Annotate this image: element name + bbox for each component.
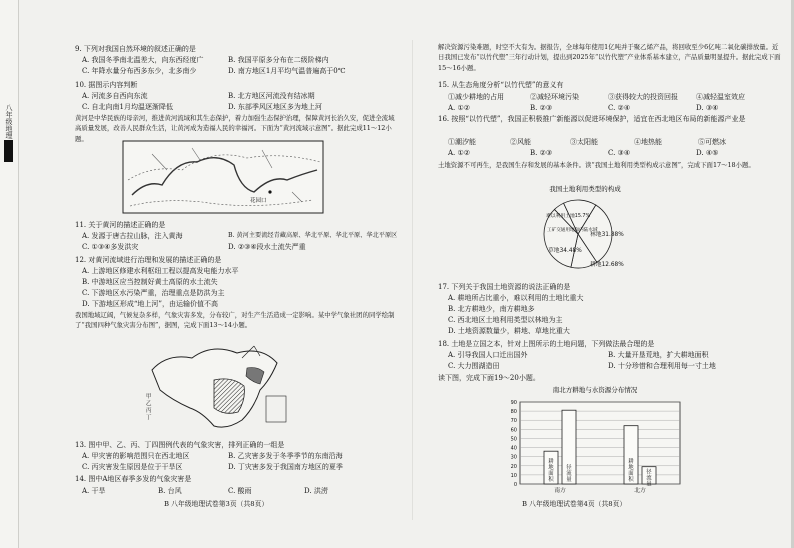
page-divider — [412, 40, 413, 520]
q14-option-b: B. 台风 — [158, 487, 182, 495]
q11-option-b: B. 黄河主要流经青藏高原、华北平原、华北平原、华北平原区 — [228, 232, 398, 239]
q10-option-d: D. 东部季风区地区多为地上河 — [228, 103, 322, 111]
passage-bamboo: 解决资源污染难题，时空不大有为。据报告，全球每年使用1亿吨并于聚乙烯产品，将回收至少6亿吨二氧化碳排放量。近日我国已发布“以竹代塑”三年行动计划，提出到2025年“以竹代塑”产业体系基本建立，产品质量明显提升。据此完成下面15～16小题。 — [438, 43, 781, 72]
x-category-北方: 北方 — [634, 488, 646, 494]
q17-stem: 17. 下列关于我国土地资源的说法正确的是 — [438, 283, 571, 291]
right-page-footer: B 八年级地理试卷第4页（共8页） — [522, 500, 627, 508]
q16-stem: 16. 按照“以竹代塑”，我国正积极推广新能源以促进环境保护，适宜在西北地区布局的新能源产业是 — [438, 115, 746, 123]
q15-choice-4: ④减轻温室效应 — [696, 93, 745, 101]
left-page-footer: B 八年级地理试卷第3页（共8页） — [164, 500, 269, 508]
q16-choice-3: ③太阳能 — [570, 138, 598, 146]
y-tick-70: 70 — [510, 418, 517, 425]
bar-label-南方-耕地面积: 耕地面积 — [548, 459, 554, 483]
q13-option-c: C. 丙灾害发生原因是位于干旱区 — [82, 463, 183, 471]
right-page — [430, 0, 785, 548]
q14-option-c: C. 酸雨 — [228, 487, 252, 495]
q17-option-a: A. 耕地所占比重小，难以利用的土地比重大 — [448, 294, 584, 302]
q16-choice-2: ②风能 — [510, 138, 531, 146]
yellow-river-map — [122, 140, 324, 214]
q13-option-d: D. 丁灾害多发于我国南方地区的夏季 — [228, 463, 343, 471]
pie-title: 我国土地利用类型的构成 — [549, 185, 621, 193]
pie-label-2: 耕地12.68% — [590, 262, 624, 268]
sidebar-label: 八年级地理 — [5, 104, 13, 139]
pie-label-4: 工矿交通用地和内陆水域 — [547, 228, 598, 233]
q16-choice-4: ④地热能 — [634, 138, 662, 146]
land-use-pie-chart — [500, 182, 670, 278]
weather-disaster-map — [142, 338, 292, 434]
q10-option-a: A. 河流多自西向东流 — [82, 92, 148, 100]
pie-label-3: 草地34.48% — [548, 248, 582, 254]
q9-option-b: B. 我国平原多分布在二级阶梯内 — [228, 56, 329, 64]
legend-ding: 丁 — [146, 415, 152, 421]
pie-label-5: 难以利用土地15.7% — [546, 214, 591, 219]
passage-19-20: 读下图，完成下面19～20小题。 — [438, 374, 540, 382]
y-tick-40: 40 — [510, 445, 517, 452]
q9-option-d: D. 南方地区1月平均气温普遍高于0℃ — [228, 67, 346, 75]
q13-option-a: A. 甲灾害的影响范围只在西北地区 — [82, 452, 190, 460]
black-marker — [4, 140, 13, 162]
left-page — [60, 0, 398, 548]
q16-option-c: C. ③④ — [608, 149, 631, 157]
q16-choice-5: ⑤可燃冰 — [698, 138, 726, 146]
q15-choice-3: ③获得较大的投资回报 — [608, 93, 678, 101]
q15-option-d: D. ③④ — [696, 104, 719, 112]
q13-option-b: B. 乙灾害多发于冬季季节的东南沿海 — [228, 452, 343, 460]
legend-yi: 乙 — [146, 401, 152, 407]
bar-title: 南北方耕地与水资源分布情况 — [552, 386, 638, 394]
x-category-南方: 南方 — [554, 488, 566, 494]
pie-label-1: 林地31.88% — [590, 232, 624, 238]
bar-label-北方-耕地面积: 耕地面积 — [628, 459, 634, 483]
passage-weather: 我国地域辽阔，气候复杂多样，气象灾害多发，分布较广，对生产生活造成一定影响。某中学气象社团的同学绘制了“我国四种气象灾害分布图”，据图，完成下面13～14小题。 — [75, 311, 395, 330]
binding-sidebar — [0, 0, 19, 548]
q11-option-a: A. 发源于唐古拉山脉，注入黄海 — [82, 232, 183, 240]
q14-stem: 14. 图中A地区春季多发的气象灾害是 — [75, 475, 192, 483]
q11-option-d: D. ②③④段水土流失严重 — [228, 243, 306, 251]
q18-option-a: A. 引导我国人口迁出国外 — [448, 351, 528, 359]
q15-stem: 15. 从生态角度分析“以竹代塑”的意义有 — [438, 81, 564, 89]
q15-option-a: A. ①② — [448, 104, 471, 112]
q9-option-c: C. 年降水量分布西多东少，北多南少 — [82, 67, 197, 75]
y-tick-60: 60 — [510, 427, 517, 434]
bar-label-北方-径流量: 径流量 — [646, 469, 652, 488]
passage-yellow-river: 黄河是中华民族的母亲河，推进黄河流域和其生态保护，着力加强生态保护治理，保障黄河长治久安，促进全流域高质量发展，改善人民群众生活，让黄河成为造福人民的幸福河。下面为“黄河流域示意图”。据此完成11～12小题。 — [75, 114, 395, 143]
q17-option-b: B. 北方耕地少，南方耕地多 — [448, 305, 535, 313]
q14-option-d: D. 洪涝 — [304, 487, 328, 495]
q12-option-a: A. 上游地区修建水利枢纽工程以提高发电能力水平 — [82, 267, 239, 275]
q12-option-b: B. 中游地区应当控制好黄土高原的水土流失 — [82, 278, 218, 286]
y-tick-10: 10 — [510, 472, 517, 479]
passage-land: 土地资源不可再生，是我国生存和发展的基本条件。读“我国土地利用类型构成示意图”，完成下面17～18小题。 — [438, 161, 755, 169]
q10-option-b: B. 北方地区河流没有结冰期 — [228, 92, 315, 100]
q17-option-d: D. 土地资源数量少，耕地、草地比重大 — [448, 327, 570, 335]
q16-option-b: B. ②③ — [530, 149, 553, 157]
q12-option-d: D. 下游地区形成“地上河”，由运输价值不高 — [82, 300, 218, 308]
q10-stem: 10. 据图示内容判断 — [75, 81, 138, 89]
q13-stem: 13. 图中甲、乙、丙、丁四图例代表的气象灾害，排列正确的一组是 — [75, 441, 285, 449]
q17-option-c: C. 西北地区土地利用类型以林地为主 — [448, 316, 563, 324]
map2-legend — [146, 394, 152, 422]
q10-option-c: C. 自北向南1月均温逐渐降低 — [82, 103, 174, 111]
farmland-water-bar-chart — [490, 384, 690, 496]
q11-stem: 11. 关于黄河的描述正确的是 — [75, 221, 166, 229]
q16-option-a: A. ①② — [448, 149, 471, 157]
q15-choice-2: ②减轻环境污染 — [530, 93, 579, 101]
q16-option-d: D. ④⑤ — [696, 149, 719, 157]
q9-stem: 9. 下列对我国自然环境的叙述正确的是 — [75, 45, 196, 53]
y-tick-50: 50 — [510, 436, 517, 443]
q9-option-a: A. 我国冬季南北温差大，向东西经度广 — [82, 56, 204, 64]
legend-bing: 丙 — [146, 408, 152, 414]
q12-stem: 12. 对黄河流域进行治理和发展的描述正确的是 — [75, 256, 222, 264]
y-tick-80: 80 — [510, 409, 517, 416]
q12-option-c: C. 下游地区水污染严重，治理重点是防洪为主 — [82, 289, 225, 297]
q18-option-b: B. 大量开垦荒地，扩大耕地面积 — [608, 351, 709, 359]
y-tick-20: 20 — [510, 463, 517, 470]
q18-stem: 18. 土地是立国之本，针对上图所示的土地问题，下列做法最合理的是 — [438, 340, 655, 348]
bar-label-南方-径流量: 径流量 — [566, 465, 572, 483]
q15-option-b: B. ②③ — [530, 104, 553, 112]
legend-jia: 甲 — [146, 394, 152, 400]
q14-option-a: A. 干旱 — [82, 487, 106, 495]
y-tick-90: 90 — [510, 400, 517, 406]
q18-option-d: D. 十分珍惜和合理利用每一寸土地 — [608, 362, 716, 370]
map1-label: 花园口 — [250, 198, 267, 204]
y-tick-0: 0 — [513, 482, 517, 488]
q11-option-c: C. ①③④多发洪灾 — [82, 243, 139, 251]
y-tick-30: 30 — [510, 454, 517, 461]
q15-option-c: C. ②④ — [608, 104, 631, 112]
q15-choice-1: ①减少耕地的占用 — [448, 93, 504, 101]
q18-option-c: C. 大力围湖造田 — [448, 362, 500, 370]
q16-choice-1: ①潮汐能 — [448, 138, 476, 146]
